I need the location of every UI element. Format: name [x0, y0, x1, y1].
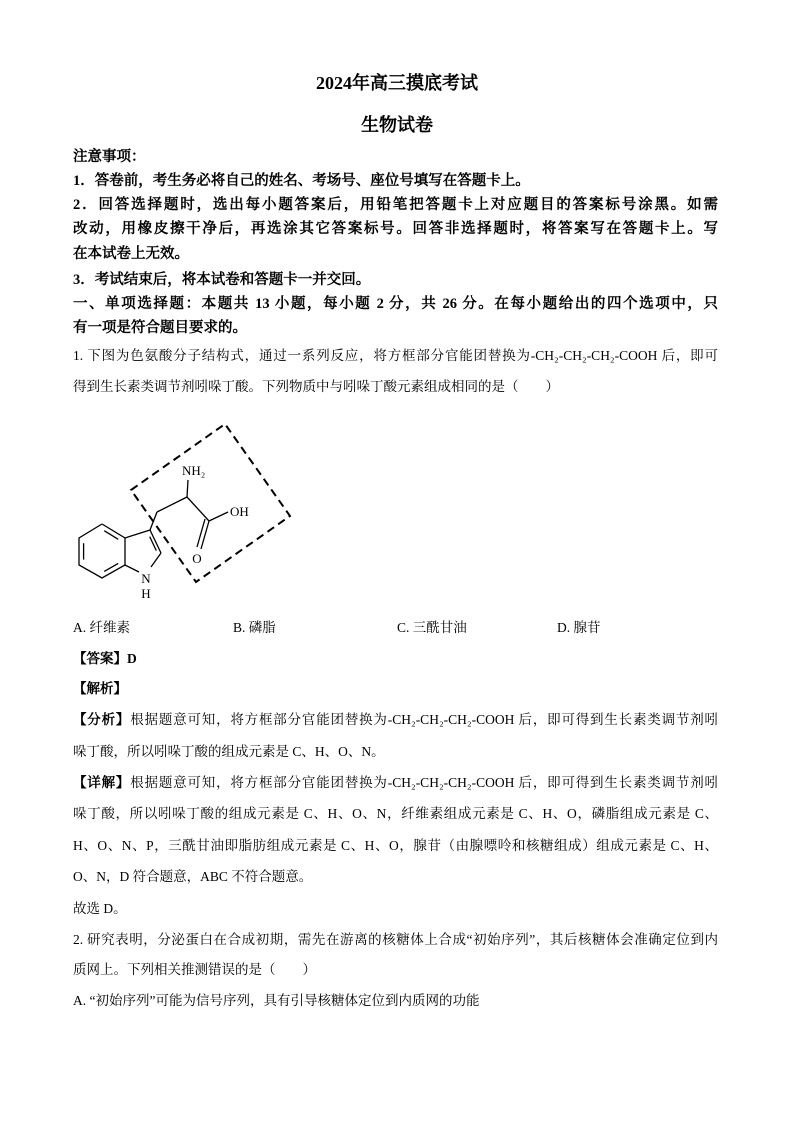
q1-fenxi-line-1: [73, 709, 718, 731]
label-h: H: [141, 586, 151, 601]
q1-answer: 【答案】D: [73, 651, 137, 666]
bond-c3-c2-double: [150, 537, 157, 551]
section-intro-line-2: 有一项是符合题目要求的。: [73, 320, 247, 336]
bond-c3a-c3: [125, 530, 150, 538]
dashed-box: [131, 424, 290, 582]
q2-option-a: A. “初始序列”可能为信号序列，具有引导核糖体定位到内质网的功能: [73, 993, 480, 1008]
q1-option-d: D. 腺苷: [557, 620, 601, 635]
benzene-ring: [79, 524, 125, 578]
notice-item-2-line-2: 改动，用橡皮擦干净后，再选涂其它答案标号。回答非选择题时，将答案写在答题卡上。写: [73, 221, 718, 237]
bond-carbonyl-1: [201, 521, 209, 549]
q1-xiangjie-line-4: O、N，D 符合题意，ABC 不符合题意。: [73, 869, 313, 884]
bond-c3-cbeta: [150, 512, 157, 530]
label-n: N: [141, 571, 151, 586]
bond-c2-n: [151, 553, 161, 567]
q2-stem-line-2: 质网上。下列相关推测错误的是（ ）: [73, 962, 316, 977]
q1-option-b: B. 磷脂: [233, 620, 276, 635]
q1-option-c: C. 三酰甘油: [397, 620, 467, 635]
q1-stem-line-2: 得到生长素类调节剂吲哚丁酸。下列物质中与吲哚丁酸元素组成相同的是（ ）: [73, 379, 559, 394]
bond-calpha-n: [187, 480, 188, 497]
label-oh: OH: [230, 504, 249, 519]
q1-fenxi-line-2: 哚丁酸，所以吲哚丁酸的组成元素是 C、H、O、N。: [73, 744, 385, 759]
page-subtitle: 生物试卷: [361, 115, 433, 135]
q1-fenxi-text-1: 根据题意可知，将方框部分官能团替换为-CH₂-CH₂-CH₂-COOH 后，即可得到生长素类调节剂吲: [130, 712, 718, 727]
bond-carboxyl-oh: [209, 512, 228, 521]
bond-carbonyl-2: [197, 519, 205, 547]
q2-stem-line-1: 2. 研究表明，分泌蛋白在合成初期，需先在游离的核糖体上合成“初始序列”，其后核糖体会准确定位到内: [73, 932, 718, 947]
label-nh2: NH₂: [182, 463, 206, 478]
notice-heading: 注意事项：: [73, 149, 146, 165]
q1-conclusion: 故选 D。: [73, 901, 127, 916]
notice-item-1-line-1: 1．答卷前，考生务必将自己的姓名、考场号、座位号填写在答题卡上。: [73, 173, 530, 189]
section-intro-line-1: 一、单项选择题：本题共 13 小题，每小题 2 分，共 26 分。在每小题给出的四个选项中，只: [73, 296, 718, 312]
notice-item-3-line-1: 3．考试结束后，将本试卷和答题卡一并交回。: [73, 272, 371, 288]
bond-calpha-carboxyl: [187, 497, 209, 521]
bond-cbeta-calpha: [157, 497, 187, 512]
q1-fenxi-label: 【分析】: [73, 712, 131, 727]
q1-analysis-heading: 【解析】: [73, 681, 127, 696]
label-o: O: [192, 551, 202, 566]
q1-xiangjie-line-3: H、O、N、P，三酰甘油即脂肪组成元素是 C、H、O，腺苷（由腺嘌呤和核糖组成）组成元素是 C、H、: [73, 838, 718, 853]
q1-stem-line-1: 1. 下图为色氨酸分子结构式，通过一系列反应，将方框部分官能团替换为-CH₂-CH₂-CH₂-COOH 后，即可: [73, 348, 718, 363]
notice-item-2-line-3: 在本试卷上无效。: [73, 246, 189, 262]
bond-n-c7a: [125, 565, 139, 572]
notice-item-2-line-1: 2．回答选择题时，选出每小题答案后，用铅笔把答题卡上对应题目的答案标号涂黑。如需: [73, 197, 718, 213]
q1-option-a: A. 纤维素: [73, 620, 130, 635]
q1-xiangjie-text-1: 根据题意可知，将方框部分官能团替换为-CH₂-CH₂-CH₂-COOH 后，即可得到生长素类调节剂吲: [130, 775, 718, 790]
page-title: 2024年高三摸底考试: [316, 73, 478, 93]
q1-xiangjie-line-1: [73, 772, 718, 794]
q1-xiangjie-line-2: 哚丁酸，所以吲哚丁酸的组成元素是 C、H、O、N，纤维素组成元素是 C、H、O，磷脂组成元素是 C、: [73, 806, 718, 821]
tryptophan-structure-diagram: [70, 415, 300, 605]
q1-xiangjie-label: 【详解】: [73, 775, 131, 790]
